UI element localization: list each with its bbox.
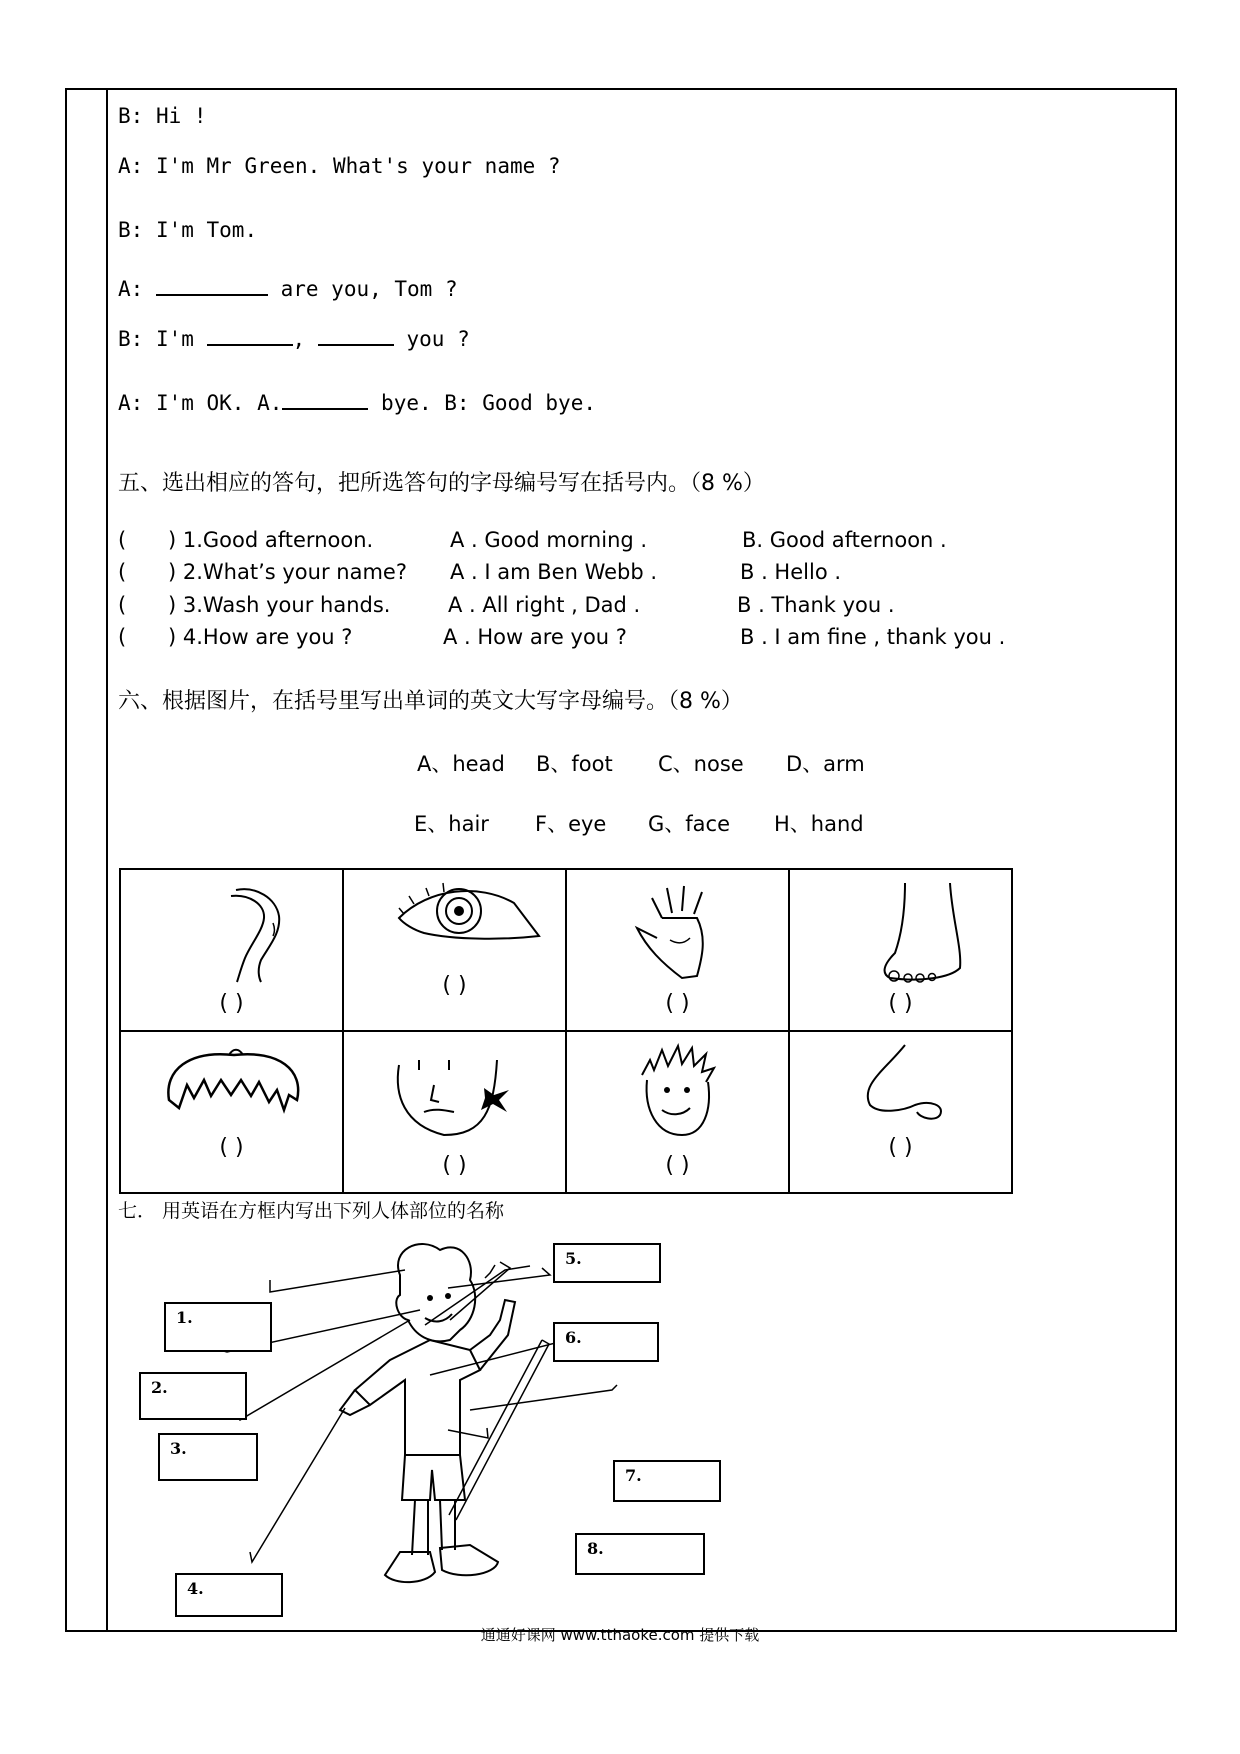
- answer-blank[interactable]: [318, 326, 394, 346]
- answer-blank[interactable]: [207, 326, 293, 346]
- eye-icon: [394, 878, 544, 958]
- word-option: H、hand: [774, 812, 864, 836]
- answer-paren[interactable]: ( ): [442, 973, 467, 998]
- label-box-1[interactable]: 1.: [164, 1302, 272, 1352]
- word-option: D、arm: [786, 752, 865, 776]
- word-option: G、face: [648, 812, 731, 836]
- picture-cell: [120, 1031, 343, 1193]
- word-option: A、head: [417, 752, 505, 776]
- answer-paren[interactable]: ( ): [665, 1153, 690, 1178]
- picture-cell: [343, 1031, 566, 1193]
- label-box-3[interactable]: 3.: [158, 1433, 258, 1481]
- section6-heading: 六、根据图片，在括号里写出单词的英文大写字母编号。（8 %）: [118, 689, 743, 714]
- word-option: C、nose: [658, 752, 744, 776]
- picture-cell: [120, 869, 343, 1031]
- section7-heading: 七． 用英语在方框内写出下列人体部位的名称: [118, 1200, 505, 1222]
- label-box-7[interactable]: 7.: [613, 1460, 721, 1502]
- dialogue-line-4: A: are you, Tom ?: [118, 277, 458, 301]
- face-icon: [389, 1040, 549, 1140]
- nose-icon: [845, 1040, 995, 1130]
- dialogue-line-5: B: I'm , you ?: [118, 327, 470, 351]
- answer-paren[interactable]: ( ): [888, 991, 913, 1016]
- picture-grid: [119, 868, 1013, 1194]
- picture-cell: [789, 1031, 1012, 1193]
- dialogue-line-6: A: I'm OK. A. bye. B: Good bye.: [118, 391, 596, 415]
- answer-paren[interactable]: ( ): [442, 1153, 467, 1178]
- dialogue-line-1: B: Hi !: [118, 104, 207, 128]
- answer-paren[interactable]: ( ): [219, 1135, 244, 1160]
- picture-cell: [789, 869, 1012, 1031]
- answer-paren[interactable]: ( ): [888, 1135, 913, 1160]
- frame-divider: [106, 88, 108, 1632]
- label-box-2[interactable]: 2.: [139, 1372, 247, 1420]
- answer-blank[interactable]: [156, 276, 268, 296]
- hand-icon: [622, 878, 772, 988]
- answer-paren[interactable]: ( ): [219, 991, 244, 1016]
- word-option: E、hair: [414, 812, 489, 836]
- label-box-6[interactable]: 6.: [553, 1322, 659, 1362]
- word-option: B、foot: [536, 752, 613, 776]
- footer-text: 通通好课网 www.tthaoke.com 提供下载: [480, 1626, 760, 1644]
- label-box-5[interactable]: 5.: [553, 1243, 661, 1283]
- picture-cell: [566, 1031, 789, 1193]
- hair-icon: [159, 1040, 309, 1130]
- label-box-4[interactable]: 4.: [175, 1573, 283, 1617]
- arm-icon: [161, 878, 301, 988]
- dialogue-line-3: B: I'm Tom.: [118, 218, 258, 242]
- label-box-8[interactable]: 8.: [575, 1533, 705, 1575]
- word-option: F、eye: [535, 812, 607, 836]
- dialogue-line-2: A: I'm Mr Green. What's your name ?: [118, 154, 561, 178]
- head-icon: [632, 1040, 782, 1140]
- answer-blank[interactable]: [282, 390, 368, 410]
- section5-heading: 五、选出相应的答句，把所选答句的字母编号写在括号内。（8 %）: [118, 471, 765, 496]
- picture-cell: [566, 869, 789, 1031]
- answer-paren[interactable]: ( ): [665, 991, 690, 1016]
- foot-icon: [850, 878, 1000, 988]
- picture-cell: [343, 869, 566, 1031]
